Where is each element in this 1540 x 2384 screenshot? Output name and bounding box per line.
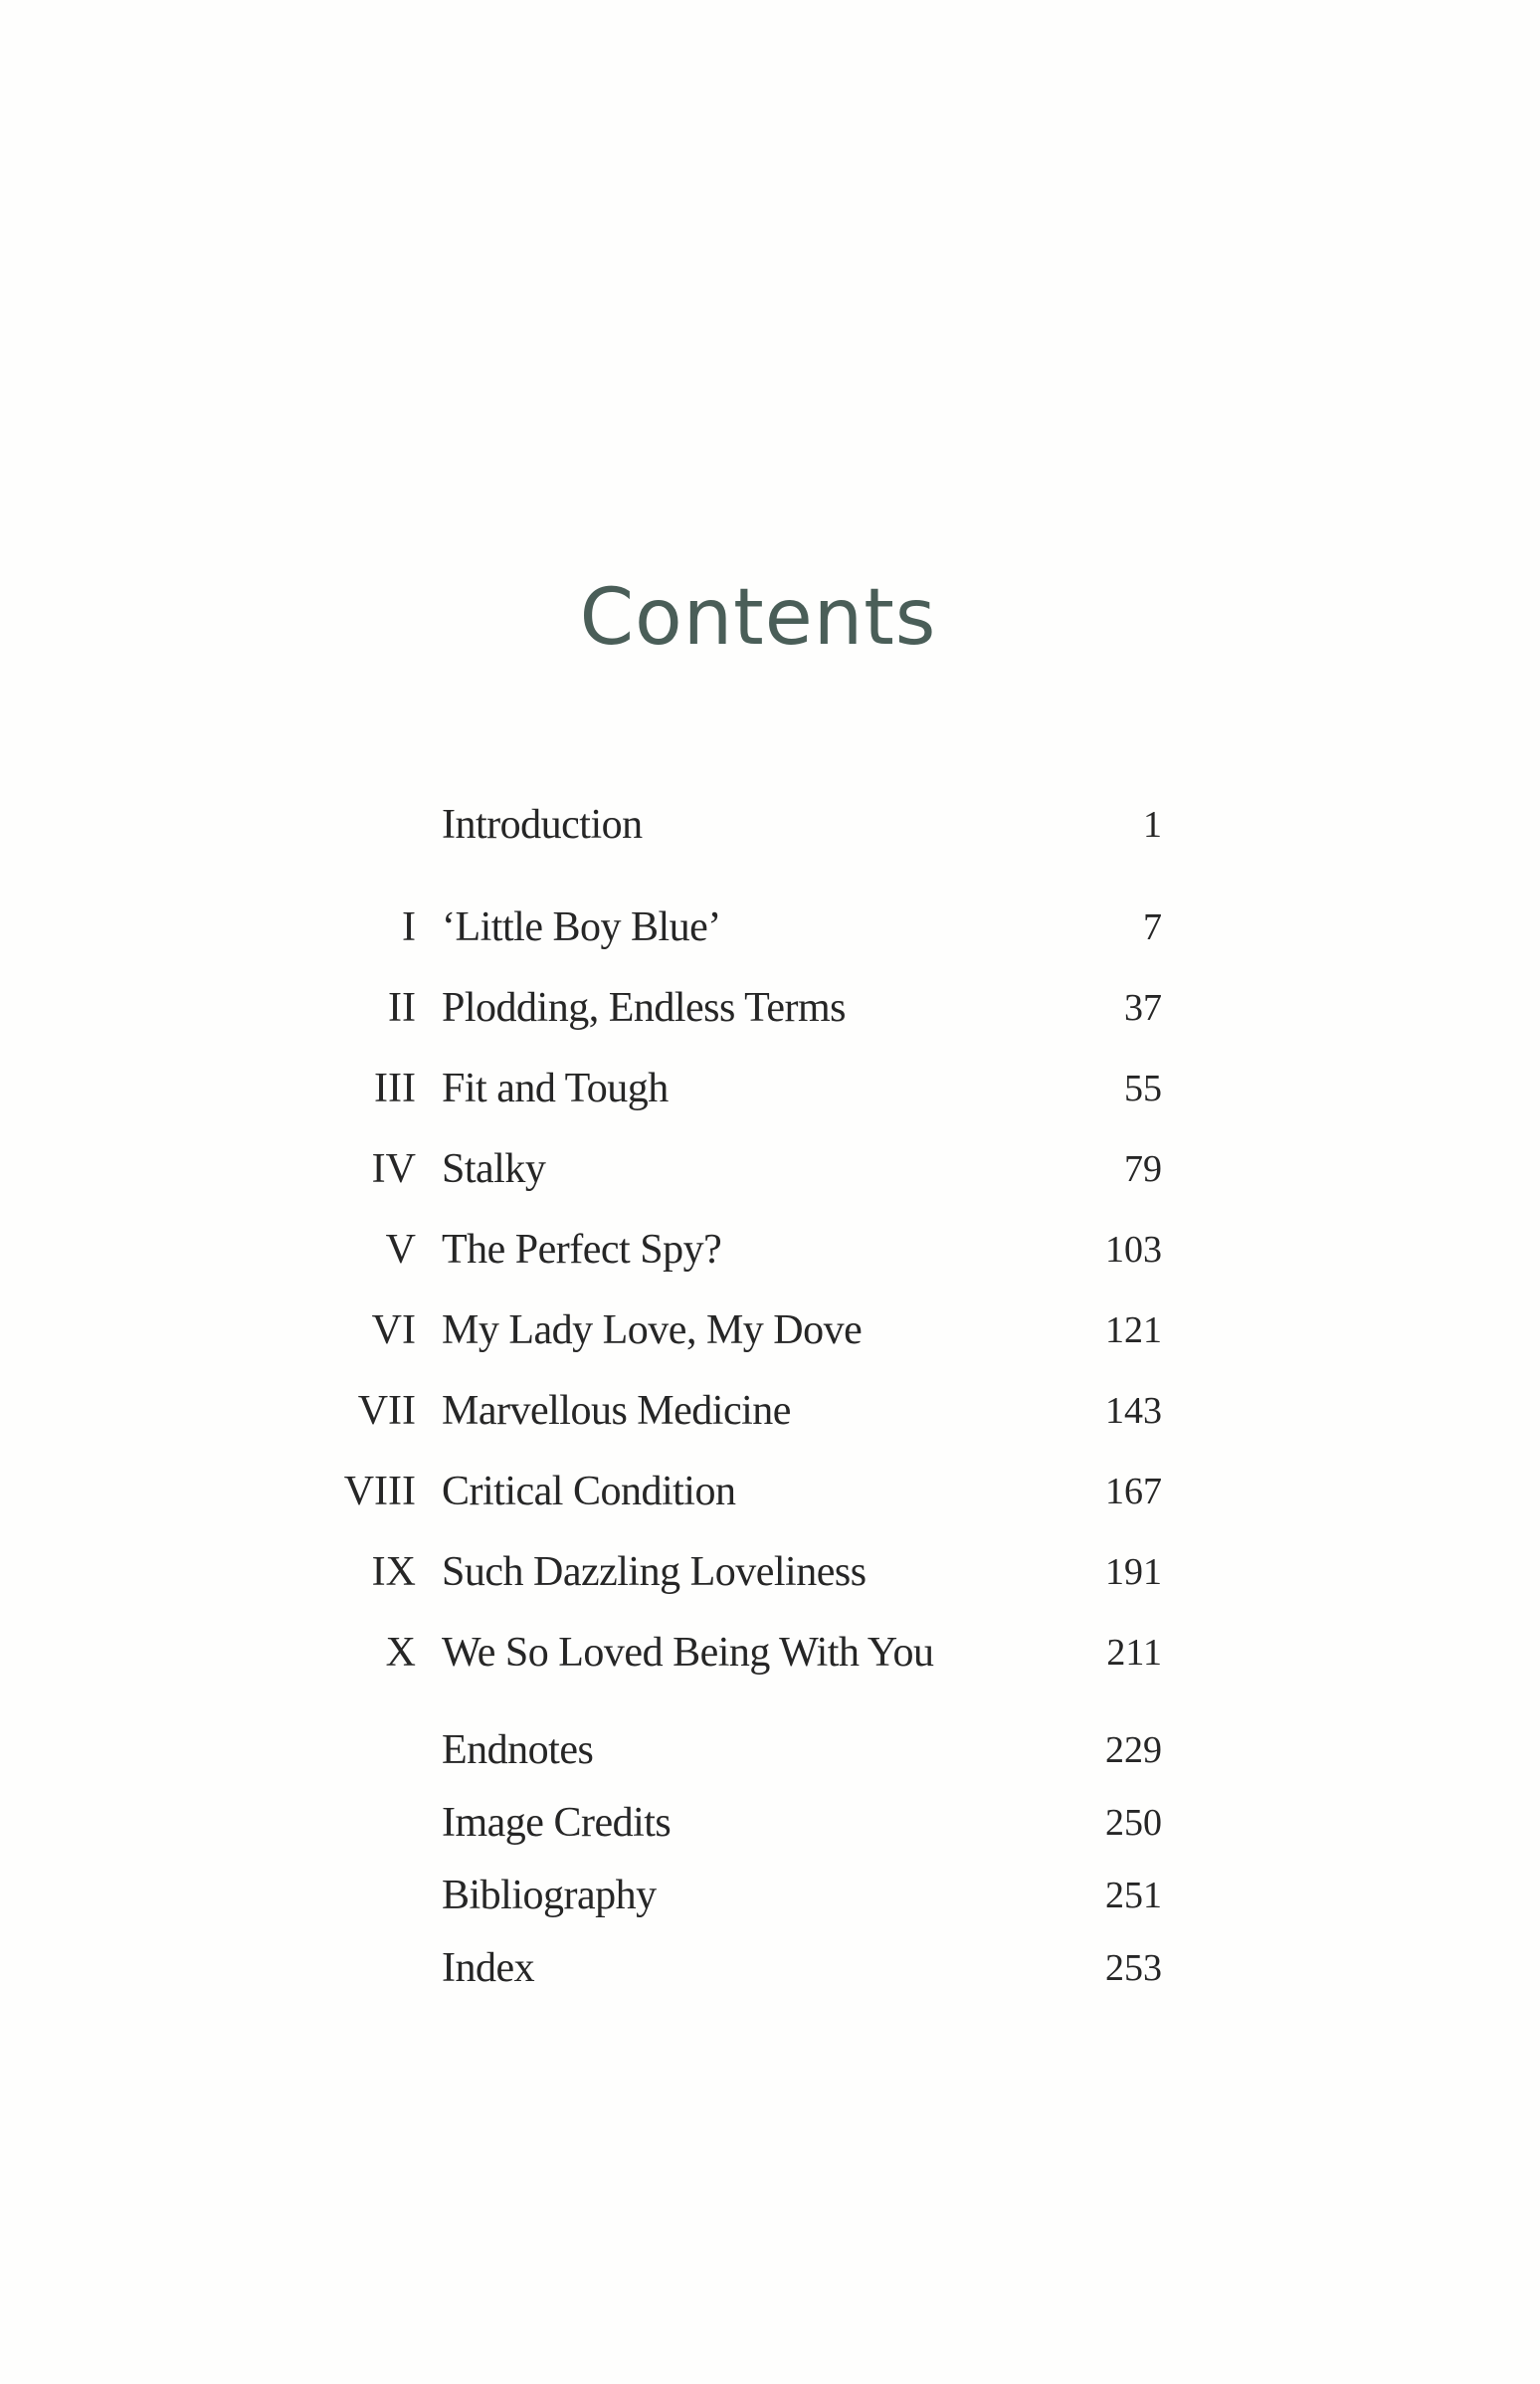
page-number: 251	[1105, 1875, 1162, 1916]
toc-entry-chapter-4[interactable]	[0, 1144, 1540, 1194]
chapter-numeral: I	[402, 904, 416, 950]
page-number: 211	[1106, 1632, 1162, 1674]
page-number: 229	[1105, 1729, 1162, 1771]
chapter-numeral: VI	[371, 1307, 416, 1353]
chapter-numeral: II	[388, 985, 416, 1031]
entry-title: Image Credits	[442, 1800, 672, 1846]
entry-title: Plodding, Endless Terms	[442, 985, 846, 1031]
entry-title: Bibliography	[442, 1873, 657, 1918]
toc-entry-chapter-1[interactable]	[0, 902, 1540, 952]
chapter-numeral: IX	[371, 1549, 416, 1595]
entry-title: Critical Condition	[442, 1469, 736, 1514]
entry-title: Index	[442, 1945, 535, 1991]
entry-title: Fit and Tough	[442, 1066, 669, 1111]
page-title: Contents	[579, 573, 937, 664]
toc-entry-chapter-7[interactable]	[0, 1386, 1540, 1436]
entry-title: We So Loved Being With You	[442, 1630, 934, 1676]
toc-entry-bibliography[interactable]	[0, 1871, 1540, 1920]
entry-title: Marvellous Medicine	[442, 1388, 791, 1434]
toc-entry-chapter-2[interactable]	[0, 983, 1540, 1033]
toc-entry-index[interactable]	[0, 1943, 1540, 1993]
entry-title: My Lady Love, My Dove	[442, 1307, 863, 1353]
page-number: 167	[1105, 1471, 1162, 1512]
toc-entry-chapter-3[interactable]	[0, 1064, 1540, 1113]
page-number: 250	[1105, 1802, 1162, 1844]
toc-entry-chapter-5[interactable]	[0, 1225, 1540, 1275]
page-number: 143	[1105, 1390, 1162, 1432]
page-number: 191	[1105, 1551, 1162, 1593]
entry-title: Introduction	[442, 802, 643, 848]
chapter-numeral: VII	[357, 1388, 416, 1434]
entry-title: Such Dazzling Loveliness	[442, 1549, 866, 1595]
entry-title: The Perfect Spy?	[442, 1227, 722, 1273]
toc-entry-chapter-9[interactable]	[0, 1547, 1540, 1597]
chapter-numeral: X	[385, 1630, 416, 1676]
toc-entry-chapter-10[interactable]	[0, 1628, 1540, 1678]
page-number: 253	[1105, 1947, 1162, 1989]
page-number: 37	[1124, 987, 1162, 1029]
page-number: 55	[1124, 1068, 1162, 1109]
page-number: 7	[1143, 906, 1162, 948]
chapter-numeral: V	[385, 1227, 416, 1273]
toc-entry-image-credits[interactable]	[0, 1798, 1540, 1848]
toc-entry-chapter-6[interactable]	[0, 1305, 1540, 1355]
page-number: 103	[1105, 1229, 1162, 1271]
chapter-numeral: VIII	[343, 1469, 416, 1514]
toc-entry-endnotes[interactable]	[0, 1725, 1540, 1775]
page-number: 121	[1105, 1309, 1162, 1351]
page-number: 79	[1124, 1148, 1162, 1190]
page-number: 1	[1143, 804, 1162, 846]
toc-entry-chapter-8[interactable]	[0, 1467, 1540, 1516]
entry-title: ‘Little Boy Blue’	[442, 904, 721, 950]
chapter-numeral: IV	[371, 1146, 416, 1192]
entry-title: Endnotes	[442, 1727, 594, 1773]
chapter-numeral: III	[374, 1066, 416, 1111]
toc-entry-introduction[interactable]	[0, 800, 1540, 850]
entry-title: Stalky	[442, 1146, 546, 1192]
